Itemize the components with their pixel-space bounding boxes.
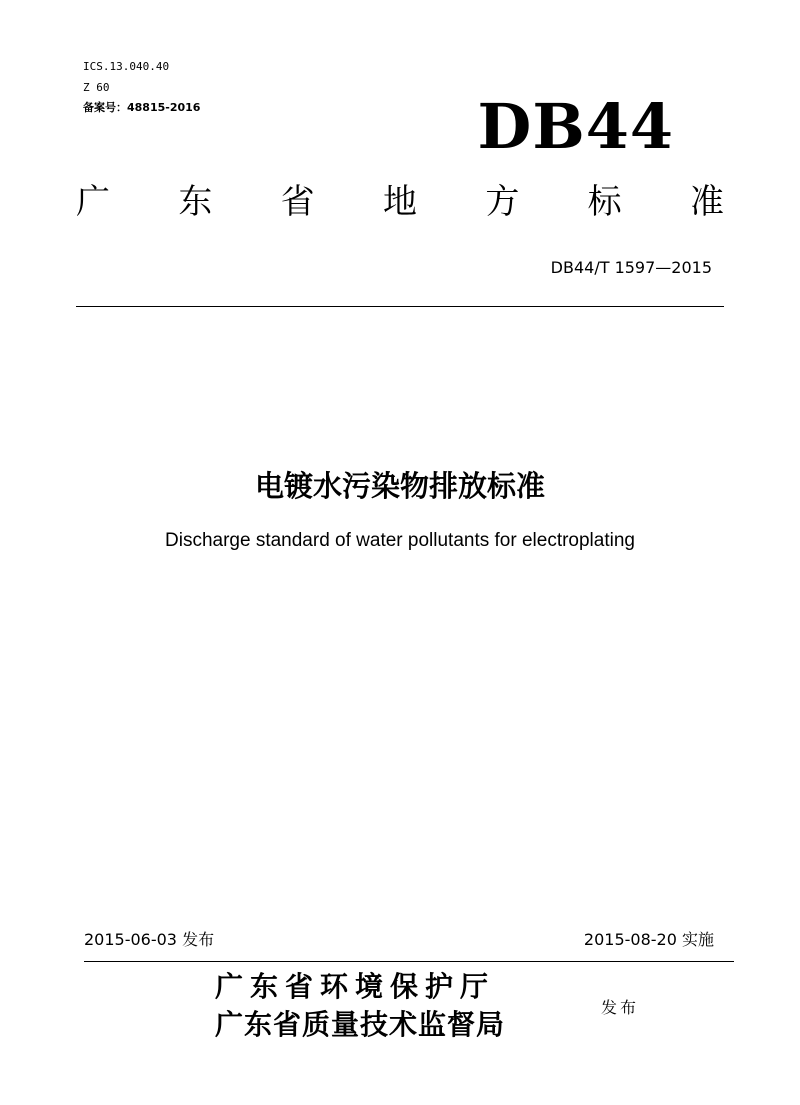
standard-type-char: 东 bbox=[178, 182, 213, 222]
filing-number: 备案号：48815-2016 bbox=[83, 101, 201, 114]
bottom-divider bbox=[84, 961, 734, 962]
standard-type-char: 地 bbox=[382, 182, 417, 222]
classification-code: Z 60 bbox=[83, 81, 110, 94]
standard-type-char: 省 bbox=[280, 182, 315, 222]
issuer-quality-supervision: 广东省质量技术监督局 bbox=[215, 1008, 506, 1041]
document-title-english: Discharge standard of water pollutants for electroplating bbox=[165, 530, 635, 551]
publish-label: 发布 bbox=[601, 998, 640, 1017]
standard-type-char: 方 bbox=[485, 182, 520, 222]
standard-code-logo: DB44 bbox=[477, 90, 674, 163]
standard-type-char: 标 bbox=[587, 182, 622, 222]
standard-type-heading bbox=[76, 180, 724, 224]
issue-date: 2015-06-03 发布 bbox=[84, 930, 215, 949]
standard-type-char: 广 bbox=[76, 182, 110, 222]
issuer-environmental-protection: 广东省环境保护厅 bbox=[215, 970, 496, 1003]
standard-type-char: 准 bbox=[689, 182, 724, 222]
ics-code: ICS.13.040.40 bbox=[83, 60, 170, 73]
implementation-date: 2015-08-20 实施 bbox=[583, 930, 714, 949]
document-title-chinese: 电镀水污染物排放标准 bbox=[254, 469, 545, 503]
top-divider bbox=[76, 306, 724, 307]
standard-number: DB44/T 1597—2015 bbox=[550, 258, 712, 277]
